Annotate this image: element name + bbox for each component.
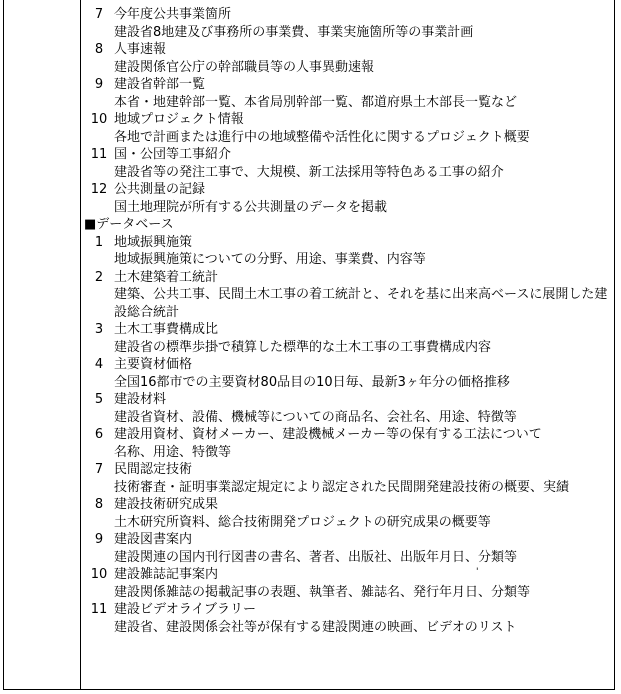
stray-mark: ': [476, 567, 479, 577]
database-heading: ■データベース: [84, 217, 174, 232]
list-item: [84, 496, 612, 531]
list-item: [84, 181, 612, 216]
item-description: 建設関連の国内刊行図書の書名、著者、出版社、出版年月日、分類等: [114, 549, 518, 565]
item-title: 公共測量の記録: [114, 182, 206, 197]
list-item: [84, 41, 612, 76]
item-title: 国・公団等工事紹介: [114, 147, 232, 162]
item-title: 建設省幹部一覧: [114, 77, 206, 92]
list-item: [84, 76, 612, 111]
item-number: 3: [94, 322, 104, 337]
item-number: 10: [90, 567, 108, 582]
item-title: 土木工事費構成比: [114, 322, 219, 337]
item-title: 建設雑誌記事案内: [114, 567, 219, 582]
item-title: 民間認定技術: [114, 462, 193, 477]
list-item: [84, 356, 612, 391]
item-title: 主要資材価格: [114, 357, 193, 372]
item-description: 建築、公共工事、民間土木工事の着工統計と、それを基に出来高ベースに展開した建設総合統計: [114, 287, 608, 320]
item-description: 建設省の標準歩掛で積算した標準的な土木工事の工事費構成内容: [114, 339, 492, 355]
item-description: 土木研究所資料、総合技術開発プロジェクトの研究成果の概要等: [114, 514, 491, 530]
item-number: 11: [90, 147, 108, 162]
item-number: 1: [94, 234, 104, 250]
item-title: 建設ビデオライブラリー: [114, 602, 256, 617]
item-description: 地域振興施策についての分野、用途、事業費、内容等: [114, 252, 426, 267]
item-number: 11: [90, 602, 108, 617]
item-description: 本省・地建幹部一覧、本省局別幹部一覧、都道府県土木部長一覧など: [114, 94, 518, 110]
publication-list: [84, 6, 612, 216]
item-number: 8: [94, 42, 104, 57]
item-title: 今年度公共事業箇所: [114, 7, 232, 22]
item-description: 建設省8地建及び事務所の事業費、事業実施箇所等の事業計画: [114, 24, 474, 40]
list-item: [84, 531, 612, 566]
item-description: 各地で計画または進行中の地域整備や活性化に関するプロジェクト概要: [114, 129, 530, 145]
item-description: 建設関係官公庁の幹部職員等の人事異動速報: [114, 59, 375, 75]
database-list: [84, 234, 612, 637]
list-item: [84, 146, 612, 181]
list-item: [84, 601, 612, 636]
item-description: 全国16都市での主要資材80品目の10日毎、最新3ヶ年分の価格推移: [114, 374, 510, 390]
item-description: 技術審査・証明事業認定規定により認定された民間開発建設技術の概要、実績: [114, 479, 570, 495]
item-description: 建設関係雑誌の掲載記事の表題、執筆者、雑誌名、発行年月日、分類等: [114, 584, 531, 600]
item-number: 4: [94, 357, 104, 372]
item-number: 10: [90, 112, 108, 127]
item-title: 建設用資材、資材メーカー、建設機械メーカー等の保有する工法について: [114, 427, 542, 442]
item-number: 8: [94, 497, 104, 512]
item-description: 国土地理院が所有する公共測量のデータを掲載: [114, 199, 388, 215]
item-number: 12: [90, 182, 108, 197]
item-title: 土木建築着工統計: [114, 269, 219, 285]
item-number: 6: [94, 427, 104, 442]
item-number: 2: [94, 269, 104, 285]
list-item: [84, 566, 612, 601]
column-divider: [80, 0, 81, 690]
item-number: 9: [94, 532, 104, 547]
item-description: 建設省資材、設備、機械等についての商品名、会社名、用途、特徴等: [114, 409, 517, 425]
item-description: 名称、用途、特徴等: [114, 444, 232, 460]
item-title: 人事速報: [114, 42, 167, 57]
list-item: [84, 391, 612, 426]
item-title: 地域振興施策: [114, 234, 193, 250]
item-number: 5: [94, 392, 104, 407]
list-item: [84, 321, 612, 356]
list-item: [84, 461, 612, 496]
item-number: 9: [94, 77, 104, 92]
item-description: 建設省、建設関係会社等が保有する建設関連の映画、ビデオのリスト: [114, 619, 517, 635]
list-item: [84, 6, 612, 41]
item-title: 地域プロジェクト情報: [114, 112, 244, 127]
item-description: 建設省等の発注工事で、大規模、新工法採用等特色ある工事の紹介: [114, 164, 504, 180]
item-title: 建設図書案内: [114, 532, 193, 547]
item-number: 7: [94, 7, 104, 22]
content-column: [84, 6, 612, 636]
item-title: 建設材料: [114, 392, 167, 407]
item-title: 建設技術研究成果: [114, 497, 219, 512]
list-item: [84, 234, 612, 269]
item-number: 7: [94, 462, 104, 477]
list-item: [84, 111, 612, 146]
list-item: [84, 269, 612, 322]
list-item: [84, 426, 612, 461]
